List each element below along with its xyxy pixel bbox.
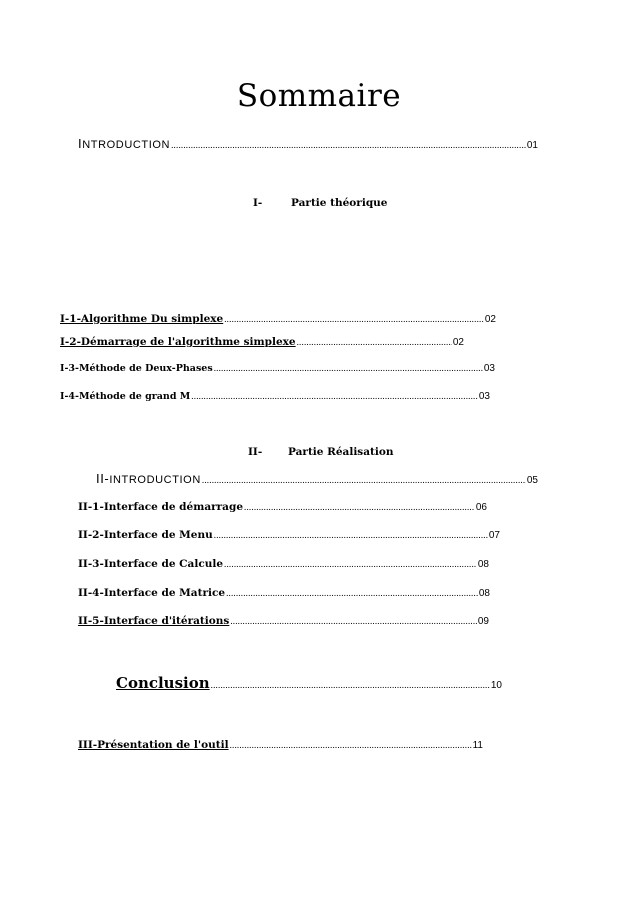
dot-leader bbox=[214, 363, 483, 373]
toc-item[interactable] bbox=[60, 391, 490, 402]
toc-item-label: III-Présentation de l'outil bbox=[78, 739, 229, 751]
toc-item[interactable] bbox=[60, 336, 464, 348]
toc-item-label: Conclusion bbox=[116, 674, 210, 692]
dot-leader bbox=[202, 475, 526, 485]
dot-leader bbox=[230, 616, 477, 626]
toc-page-number: 08 bbox=[478, 588, 490, 599]
toc-page-number: 06 bbox=[475, 502, 487, 513]
toc-page-number: 03 bbox=[483, 363, 495, 374]
dot-leader bbox=[244, 502, 475, 512]
toc-page-number: 07 bbox=[488, 530, 500, 541]
toc-page-number: 02 bbox=[484, 314, 496, 325]
toc-item-label: I-1-Algorithme Du simplexe bbox=[60, 313, 224, 325]
toc-introduction-2[interactable] bbox=[96, 471, 538, 486]
toc-item-label: II-2-Interface de Menu bbox=[78, 529, 213, 541]
toc-page-number: 09 bbox=[477, 616, 489, 627]
section-heading-2: Partie Réalisation bbox=[288, 446, 394, 458]
toc-page-number: 10 bbox=[490, 680, 502, 691]
toc-page-number: 01 bbox=[526, 140, 538, 151]
toc-item[interactable] bbox=[78, 529, 500, 541]
toc-item[interactable] bbox=[78, 558, 489, 570]
toc-item[interactable] bbox=[78, 739, 483, 751]
toc-item-label: II-4-Interface de Matrice bbox=[78, 587, 226, 599]
dot-leader bbox=[224, 314, 484, 324]
dot-leader bbox=[171, 140, 526, 150]
toc-item-label: II-3-Interface de Calcule bbox=[78, 558, 224, 570]
toc-item[interactable] bbox=[78, 587, 490, 599]
dot-leader bbox=[191, 391, 478, 401]
toc-item-label: II-5-Interface d'itérations bbox=[78, 615, 230, 627]
section-numeral-1: I- bbox=[253, 197, 263, 209]
toc-page-number: 11 bbox=[472, 740, 483, 751]
toc-page-number: 05 bbox=[526, 475, 538, 486]
toc-page-number: 03 bbox=[478, 391, 490, 402]
toc-conclusion[interactable] bbox=[116, 674, 502, 692]
toc-item[interactable] bbox=[60, 313, 496, 325]
page-title: Sommaire bbox=[236, 78, 402, 114]
toc-introduction[interactable] bbox=[78, 136, 538, 151]
toc-item-label: II-1-Interface de démarrage bbox=[78, 501, 244, 513]
section-heading-1: Partie théorique bbox=[291, 197, 388, 209]
dot-leader bbox=[211, 680, 490, 690]
dot-leader bbox=[226, 588, 478, 598]
dot-leader bbox=[214, 530, 488, 540]
toc-page-number: 08 bbox=[477, 559, 489, 570]
toc-item[interactable] bbox=[78, 615, 489, 627]
toc-item-label: I-3-Méthode de Deux-Phases bbox=[60, 363, 213, 374]
toc-introduction-label: II-INTRODUCTION bbox=[96, 471, 201, 486]
dot-leader bbox=[230, 740, 472, 750]
toc-page-number: 02 bbox=[452, 337, 464, 348]
dot-leader bbox=[224, 559, 477, 569]
section-numeral-2: II- bbox=[248, 446, 263, 458]
dot-leader bbox=[297, 337, 452, 347]
toc-item-label: I-2-Démarrage de l'algorithme simplexe bbox=[60, 336, 296, 348]
toc-item[interactable] bbox=[78, 501, 487, 513]
toc-introduction-label: INTRODUCTION bbox=[78, 136, 171, 151]
toc-item-label: I-4-Méthode de grand M bbox=[60, 391, 191, 402]
toc-item[interactable] bbox=[60, 363, 495, 374]
